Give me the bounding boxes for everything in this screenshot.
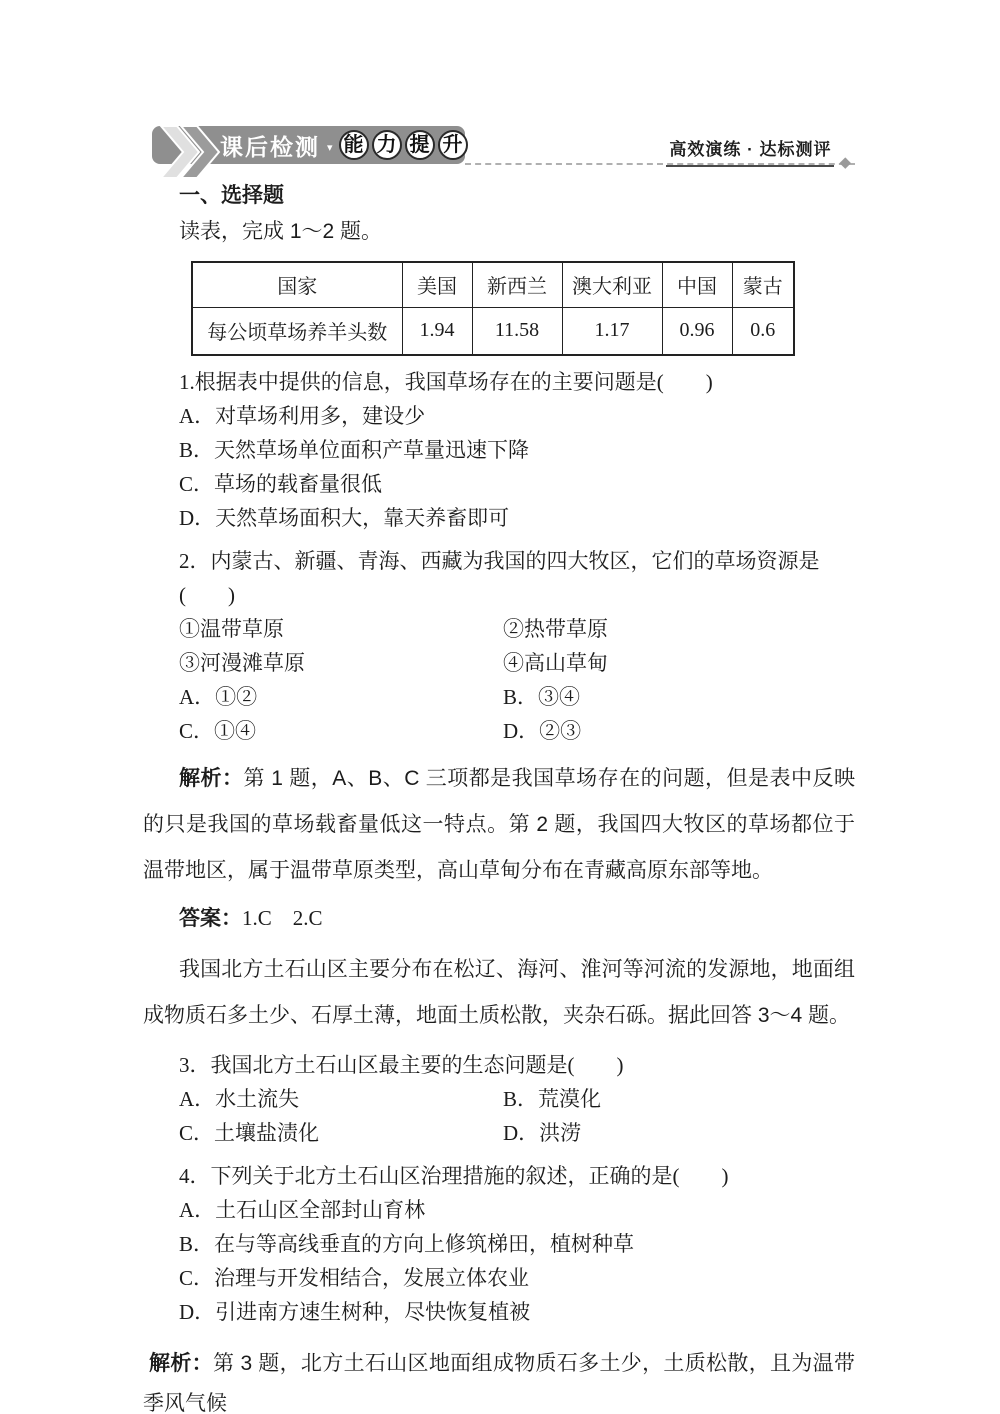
question-2-item-3: ③河漫滩草原 [179, 651, 305, 675]
badge-char: 提 [405, 130, 435, 160]
table-cell: 新西兰 [472, 262, 562, 307]
question-3-option-c: C．土壤盐渍化 [179, 1121, 320, 1145]
question-2-item-2: ②热带草原 [503, 617, 608, 641]
section-title: 一、选择题 [179, 184, 284, 207]
banner-separator-icon: ▾ [327, 142, 333, 154]
sheep-per-hectare-table [191, 261, 795, 356]
page-header [152, 118, 855, 172]
table-header-row [192, 262, 794, 307]
question-3-option-a: A．水土流失 [179, 1087, 300, 1111]
question-2-option-a: A．①② [179, 685, 258, 709]
table-cell: 0.96 [662, 307, 732, 355]
question-1-option-c: C．草场的载畜量很低 [179, 472, 383, 496]
question-3-option-d: D．洪涝 [503, 1121, 582, 1145]
question-2-item-4: ④高山草甸 [503, 651, 608, 675]
answer-1-line [179, 898, 855, 939]
table-cell: 中国 [662, 262, 732, 307]
question-2-items-row [179, 612, 855, 646]
question-2-stem: 2．内蒙古、新疆、青海、西藏为我国的四大牧区，它们的草场资源是( ) [179, 549, 820, 607]
question-4-option-c: C．治理与开发相结合，发展立体农业 [179, 1266, 530, 1290]
table-cell: 11.58 [472, 307, 562, 355]
question-2-options-row [179, 714, 855, 748]
question-4-option-b: B．在与等高线垂直的方向上修筑梯田，植树种草 [179, 1232, 635, 1256]
question-2-option-c: C．①④ [179, 719, 257, 743]
banner-badge [339, 130, 468, 160]
question-4-option-a: A．土石山区全部封山育林 [179, 1198, 426, 1222]
table-cell: 每公顷草场养羊头数 [192, 307, 402, 355]
badge-char: 能 [339, 130, 369, 160]
table-cell: 0.6 [732, 307, 794, 355]
lead-in-2: 我国北方土石山区主要分布在松辽、海河、淮河等河流的发源地，地面组成物质石多土少、石厚土薄，地面土质松散，夹杂石砾。据此回答 3～4 题。 [143, 958, 855, 1027]
question-1-stem: 1.根据表中提供的信息，我国草场存在的主要问题是( ) [179, 370, 713, 394]
answer-1-value: 1.C 2.C [242, 906, 323, 930]
answer-label: 答案： [179, 907, 242, 930]
badge-char: 升 [438, 130, 468, 160]
table-wrapper [191, 261, 855, 356]
lead-in-1: 读表，完成 1～2 题。 [179, 220, 383, 243]
question-1-option-d: D．天然草场面积大，靠天养畜即可 [179, 506, 510, 530]
question-1-option-b: B．天然草场单位面积产草量迅速下降 [179, 438, 530, 462]
question-2-item-1: ①温带草原 [179, 617, 284, 641]
table-cell: 蒙古 [732, 262, 794, 307]
table-cell: 国家 [192, 262, 402, 307]
header-right [666, 135, 851, 171]
table-cell: 澳大利亚 [562, 262, 662, 307]
question-2-option-b: B．③④ [503, 685, 581, 709]
question-4-stem: 4．下列关于北方土石山区治理措施的叙述，正确的是( ) [179, 1164, 729, 1188]
banner-title: 课后检测 [220, 133, 320, 160]
analysis-label: 解析： [149, 1352, 213, 1375]
question-3-option-b: B．荒漠化 [503, 1087, 602, 1111]
analysis-1-text: 第 1 题，A、B、C 三项都是我国草场存在的问题，但是表中反映的只是我国的草场载畜量低这一特点。第 2 题，我国四大牧区的草场都位于温带地区，属于温带草原类型，高山草甸分布在青藏高原东部等地。 [143, 767, 855, 882]
badge-char: 力 [372, 130, 402, 160]
content-area [143, 180, 855, 1414]
table-data-row [192, 307, 794, 355]
table-cell: 美国 [402, 262, 472, 307]
question-3-options-row [179, 1082, 855, 1116]
table-cell: 1.94 [402, 307, 472, 355]
header-right-text: 高效演练 · 达标测评 [666, 135, 834, 167]
question-4-option-d: D．引进南方速生树种，尽快恢复植被 [179, 1300, 531, 1324]
question-2-option-d: D．②③ [503, 719, 582, 743]
question-3-stem: 3．我国北方土石山区最主要的生态问题是( ) [179, 1053, 624, 1077]
analysis-label: 解析： [179, 767, 244, 790]
double-chevron-icon [155, 124, 223, 180]
analysis-1-paragraph [143, 756, 855, 894]
question-2-options-row [179, 680, 855, 714]
diamond-icon: ◆ [839, 155, 851, 171]
question-2-items-row [179, 646, 855, 680]
table-cell: 1.17 [562, 307, 662, 355]
analysis-2-paragraph [143, 1344, 855, 1414]
header-banner [152, 126, 465, 164]
analysis-2-text: 第 3 题，北方土石山区地面组成物质石多土少，土质松散，且为温带季风气候 [143, 1352, 855, 1414]
question-1-option-a: A．对草场利用多，建设少 [179, 404, 426, 428]
question-3-options-row [179, 1116, 855, 1150]
